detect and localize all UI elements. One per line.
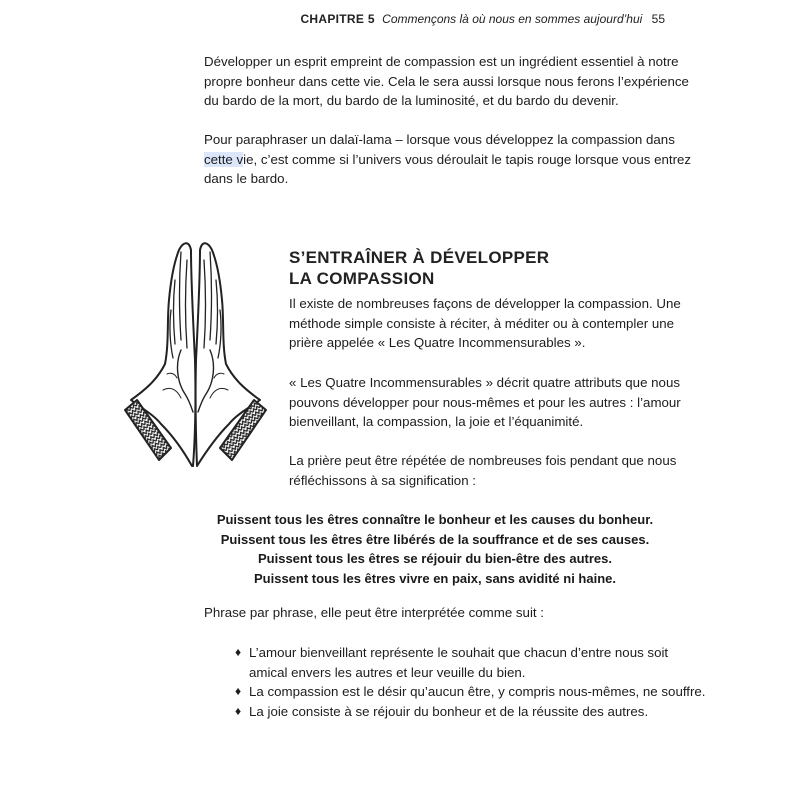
praying-hands-icon	[123, 240, 268, 480]
section-paragraph-1	[289, 294, 681, 353]
interpretation-intro	[204, 603, 544, 623]
diamond-bullet-icon: ♦	[235, 703, 242, 718]
prayer-line: Puissent tous les êtres connaître le bonheur et les causes du bonheur.	[216, 512, 654, 527]
text-fragment: ie, c’est comme si l’univers vous déroulait le tapis rouge lorsque vous entrez	[243, 151, 692, 167]
text-line: pouvons développer pour nous-mêmes et pour les autres : l’amour	[289, 394, 681, 410]
running-header	[300, 12, 665, 26]
prayer-line: Puissent tous les êtres vivre en paix, sans avidité ni haine.	[254, 570, 616, 586]
text-line: Phrase par phrase, elle peut être interprétée comme suit :	[204, 605, 544, 620]
intro-paragraph-1	[204, 52, 689, 111]
prayer-line: Puissent tous les êtres être libérés de la souffrance et de ses causes.	[220, 531, 650, 547]
prayer-block	[200, 510, 670, 588]
list-item	[235, 702, 706, 722]
chapter-title: Commençons là où nous en sommes aujourd’hui	[382, 12, 643, 26]
section-paragraph-3	[289, 451, 676, 490]
text-line: « Les Quatre Incommensurables » décrit quatre attributs que nous	[289, 375, 680, 390]
text-line: La prière peut être répétée de nombreuses fois pendant que nous	[289, 453, 677, 468]
text-line: dans le bardo.	[204, 171, 289, 186]
heading-line: LA COMPASSION	[289, 269, 435, 288]
text-selection-highlight[interactable]: cette v	[204, 151, 244, 167]
text-line: amical envers les autres et leur veuille du bien.	[249, 664, 526, 680]
text-line: prière appelée « Les Quatre Incommensurables ».	[289, 335, 586, 350]
text-line: Pour paraphraser un dalaï-lama – lorsque vous développez la compassion dans	[204, 132, 675, 147]
text-line: propre bonheur dans cette vie. Cela le sera aussi lorsque nous ferons l’expérience	[204, 73, 689, 89]
text-line: bienveillant, la compassion, la joie et l’équanimité.	[289, 414, 584, 429]
diamond-bullet-icon: ♦	[235, 684, 242, 698]
chapter-label: CHAPITRE 5	[300, 12, 375, 26]
text-line: méthode simple consiste à réciter, à méditer ou à contempler une	[289, 315, 675, 331]
section-heading	[289, 247, 549, 289]
bullet-list	[235, 643, 706, 721]
prayer-line: Puissent tous les êtres se réjouir du bien-être des autres.	[257, 551, 612, 566]
intro-paragraph-2	[204, 130, 691, 189]
page-number: 55	[651, 12, 665, 26]
list-item	[235, 682, 706, 702]
text-line: Il existe de nombreuses façons de développer la compassion. Une	[289, 296, 681, 311]
text-line: réfléchissons à sa signification :	[289, 472, 476, 488]
list-item	[235, 643, 706, 682]
diamond-bullet-icon: ♦	[235, 645, 242, 659]
heading-line: S’ENTRAÎNER À DÉVELOPPER	[289, 248, 550, 267]
section-paragraph-2	[289, 373, 681, 432]
text-line: La joie consiste à se réjouir du bonheur et de la réussite des autres.	[249, 703, 649, 719]
text-line: La compassion est le désir qu’aucun être, y compris nous-mêmes, ne souffre.	[249, 684, 706, 699]
text-line: L’amour bienveillant représente le souhait que chacun d’entre nous soit	[249, 645, 669, 660]
text-line: Développer un esprit empreint de compassion est un ingrédient essentiel à notre	[204, 54, 679, 69]
text-line: du bardo de la mort, du bardo de la luminosité, et du bardo du devenir.	[204, 93, 619, 108]
text-line	[204, 150, 691, 170]
